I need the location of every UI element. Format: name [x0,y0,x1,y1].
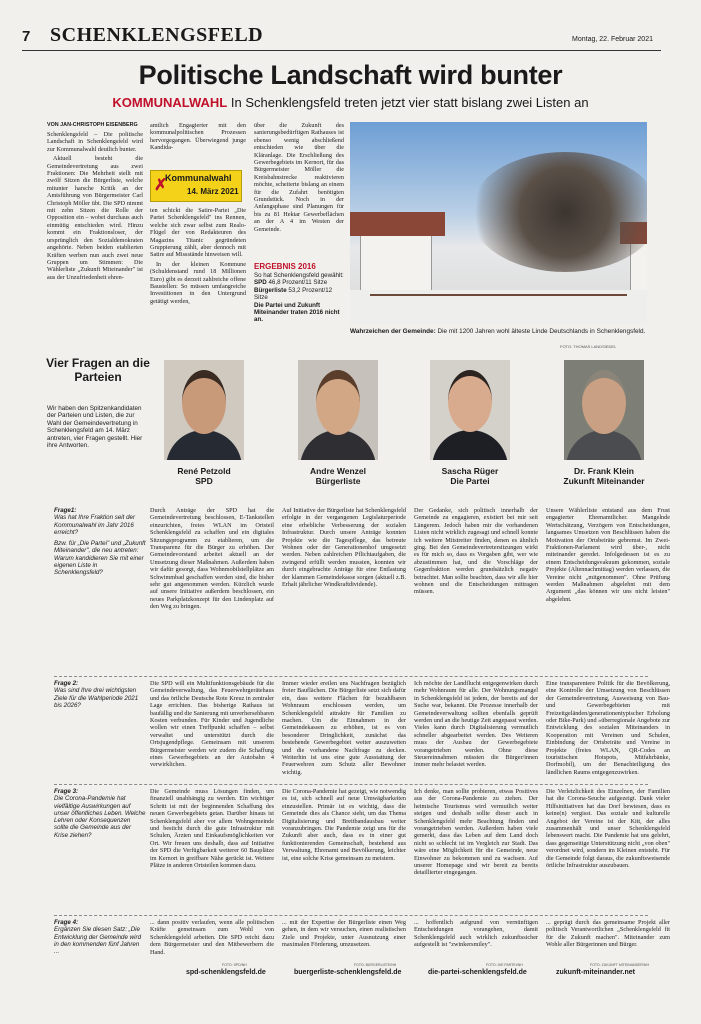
candidate-party: Bürgerliste [315,476,361,486]
portrait-head [316,370,360,435]
paragraph: Aktuell besteht die Gemeindevertretung aus zwei Fraktionen: Die Mehrheit stellt mit zwölf Sitzen die Bürgerliste, welche mitunter harsche Kritik an der Amtsführung von Bürgermeister Carl Christoph Möller übt. Die SPD nimmt mit zehn Sitzen die Rolle der Opposition ein – wobei durchaus auch einmütig entschieden wird. Hinzu kommt ein Fraktionsloser, der ursprünglich den Sozialdemokraten angehörte. Neben beiden etablierten Kräften werben nun auch zwei neue Gruppen um Stimmen: Die Wählerliste „Zukunft Miteinander" ist aus der Unzufriedenheit ehren- [47,155,143,281]
result-intro: So hat Schenklengsfeld gewählt: [254,272,344,279]
candidate-name: Dr. Frank Klein [574,466,634,476]
article-column-1 [47,131,143,283]
answer-4-4: ... geprägt durch das gemeinsame Projekt aller politisch Verantwortlichen „Schenklengsfeld fit für die Zukunft machen". Miteinander zum Wohle aller Bürgerinnen und Bürger. [546,919,670,949]
section-title: SCHENKLENGSFELD [50,24,264,46]
question-label: Frage1: [54,507,77,514]
portrait-rene-petzold [164,360,244,460]
photo-caption [350,328,647,336]
question-4 [54,919,146,955]
question-label: Frage 3: [54,788,79,795]
article-column-3 [254,122,344,235]
subheadline [0,95,701,110]
page-number: 7 [22,28,31,45]
answer-3-4: Die Verletzlichkeit des Einzelnen, der Familien hat die Corona-Seuche aufgezeigt. Dank vieler Hilfsinitiativen hat das Dorf bewiesen, dass es keine(n) vergisst. Das soziale und kulturelle Angebot der Vereine ist der Kitt, der alles zusammenhält und unser Schenklengsfeld lebenswert macht. Die Pandemie hat uns gelehrt, dass gegenseitige Unterstützung nicht „von oben" verordnet wird, sondern im Kleinen entsteht. Für die Gemeinde folgt daraus, die zukunftsweisende örtliche Infrastruktur auszubauen. [546,788,670,870]
answer-2-1: Die SPD will ein Multifunktionsgebäude für die Gemeindeverwaltung, das Feuerwehrgerätehaus und das örtliche Deutsche Rote Kreuz in zentraler Lage errichten. Das bisherige Rathaus ist baufällig und die Sanierung mit unverhersehbaren Kosten verbunden. Für Kinder und Jugendliche wollen wir einen Treffpunkt schaffen – selbst verwaltet und unterstützt durch die Ortsjugendpflege. Gemeinsam mit unserem Bürgermeister werden wir zudem die Schaffung eines Gewerbegebiets an der Autobahn 4 verwirklichen. [150,680,274,769]
result-party: SPD [254,279,267,287]
roof-shape [350,212,445,236]
result-title: ERGEBNIS 2016 [254,262,316,271]
paragraph: In der kleinen Kommune (Schuldenstand rund 18 Millionen Euro) gibt es derzeit zahlreiche offene Baustellen: So müssen umfangreiche Investitionen in den Untergrund getätigt werden, [150,260,246,305]
article-column-2-top [150,122,246,154]
portrait-sascha-rueger [430,360,510,460]
answer-4-3: ... hoffentlich aufgrund von vernünftigen Entscheidungen vorangehen, damit Schenklengsfeld auch wirklich zukunftssicher aufgestellt ist "zwinkersmiley". [414,919,538,949]
interview-box-title: Vier Fragen an die Parteien [46,356,150,384]
election-badge [150,170,242,202]
candidate-name: Sascha Rüger [441,466,499,476]
portrait-frank-klein [564,360,644,460]
photo-credit-4: FOTO: ZUKUNFT MITEINANDER/NH [590,963,649,967]
question-text-alt: Bzw. für „Die Partei" und „Zukunft Miteinander", die neu antreten: Warum kandidieren Sie mit einer eigenen Liste in Schenklengsfeld? [54,540,146,577]
candidate-url-3[interactable]: die-partei-schenklengsfeld.de [428,969,527,976]
answer-3-2: Die Corona-Pandemie hat gezeigt, wie notwendig es ist, sich schnell auf neue Umwägbarkeiten einzustellen. Primär ist es wichtig, dass die Gemeinde dies als Chance sieht, um das Thema Digitalisierung und Breitbandausbau weiter voranzubringen. Die Pandemie zeigt uns für die Zukunft aber auch, dass es in einer gut funktionierenden Gemeinschaft, bestehend aus Verwaltung, Ehrenamt und Bevölkerung, leichter ist, eine solche Krise gemeinsam zu meistern. [282,788,406,862]
question-text: Die Corona-Pandemie hat vielfältige Auswirkungen auf unser öffentliches Leben. Welche Lehren oder Konsequenzen sollte die Gemeinde aus der Krise ziehen? [54,795,146,839]
answer-4-2: ... mit der Expertise der Bürgerliste einen Weg gehen, in dem wir versuchen, einen realistischen Ziele und Projekte, unter Ausnutzung einer maximalen Förderung, umzusetzen. [282,919,406,949]
caption-text: Die mit 1200 Jahren wohl älteste Linde Deutschlands in Schenklengsfeld. [437,328,646,335]
portrait-head [182,370,226,434]
paragraph: amtlich Engagierter mit den kommunalpolitischen Prozessen hervorgegangen. Überwiegend junge Kandida- [150,122,246,152]
badge-date: 14. März 2021 [187,187,239,196]
divider [54,915,648,916]
divider [54,784,648,785]
candidate-url-2[interactable]: buergerliste-schenklengsfeld.de [294,969,402,976]
headline: Politische Landschaft wird bunter [138,60,563,90]
answer-2-2: Immer wieder ereilen uns Nachfragen bezüglich freier Bauflächen. Die Bürgerliste setzt sich dafür ein, dass weitere Flächen für bezahlbaren Wohnraum erschlossen werden, um Schenklengsfeld attraktiv für Familien zu machen. Um die Einnahmen in der Gemeindekassen zu erhöhen, ist es von besonderer Dringlichkeit, zunächst das bestehende Gewerbegebiet weiter auszuweiten und die vorhandene Nachfrage zu decken. Weiterhin ist uns eine gute Ausstattung der Feuerwehren zum Schutz aller Bewohner wichtig. [282,680,406,776]
candidate-name-2 [278,466,398,486]
candidate-url-1[interactable]: spd-schenklengsfeld.de [186,969,266,976]
photo-credit: FOTO: THOMAS LANDSIEDEL [560,344,617,349]
candidate-name-3 [410,466,530,486]
byline: VON JAN-CHRISTOPH EISENBERG [47,122,138,128]
fence-shape [370,294,627,296]
result-spd [254,279,344,286]
candidate-party: Zukunft Miteinander [563,476,645,486]
answer-4-1: ... dann positiv verlaufen, wenn alle politischen Kräfte gemeinsam zum Wohl von Schenklengsfeld arbeiten. Die SPD reicht dazu dem Bürgermeister und den Mitbewerbern die Hand. [150,919,274,956]
portrait-andre-wenzel [298,360,378,460]
paragraph: Schenklengsfeld – Die politische Landschaft in Schenklengsfeld wird zur Kommunalwahl deutlich bunter. [47,131,143,153]
answer-1-2: Auf Initiative der Bürgerliste hat Schenklengsfeld erfolgte in der vergangenen Legislaturperiode eine erhebliche Verbesserung der sozialen Infrastruktur. Durch unsere Anträge konnten Projekte wie die Tagespflege, das betreute Wohnen oder der Generationenhof umgesetzt werden. Neben zahlreichen Pflichtaufgaben, die zwingend erfüllt werden mussten, konnten wir durch eingebrachte Anträge für eine Entlastung der klammen Gemeindekasse sorgen (aktuell z.B. Erhalt jährlicher Windkraftdividende). [282,507,406,589]
candidate-url-4[interactable]: zukunft-miteinander.net [556,969,635,976]
answer-1-3: Der Gedanke, sich politisch innerhalb der Gemeinde zu engagieren, existiert bei mir seit Längerem. Jedoch haben mir die vorhandenen Listen nicht wirklich zugesagt und schnell konnte ich weitere Mitstreiter finden, denen es ähnlich ging. Bei den Gemeindevertretersitzungen wirkt es für mich so, dass es Vorgaben gibt, wer wie abzustimmen hat, und die Vorschläge der Gegenfraktion werden grundsätzlich negativ betrachtet. Man sollte beachten, dass wir alle hier wohnen und die Entscheidungen mittragen müssen. [414,507,538,596]
result-value: 46,8 Prozent/11 Sitze [268,279,328,287]
photo-credit-1: FOTO: SPD/NH [222,963,247,967]
paragraph: über die Zukunft des sanierungsbedürftigen Rathauses ist ebenso wenig abschließend entschieden wie über die Kläranlage. Die Erschließung des Gewerbegebiets im Kernort, für das Bürgermeister Möller die Kreisbahnstrecke reaktivieren möchte, scheiterte bislang an einem für die Zufahrt benötigten Grundstück. Noch in der Anfangsphase sind Planungen für bis zu 81 Hektar Gewerbeflächen an der A 4 im Westen der Gemeinde. [254,122,344,233]
photo-credit-2: FOTO: BÜRGERLISTE/NH [354,963,397,967]
issue-date: Montag, 22. Februar 2021 [572,36,653,43]
candidate-name: René Petzold [177,466,231,476]
interview-box-intro: Wir haben den Spitzenkandidaten der Parteien und Listen, die zur Wahl der Gemeindevertretung in Schenklengsfeld am 14. März antreten, vier Fragen gestellt. Hier ihre Antworten. [47,405,143,450]
photo-credit-3: FOTO: DIE PARTEI/NH [486,963,523,967]
question-label: Frage 2: [54,680,79,687]
linden-tree-shape [470,152,647,272]
answer-1-4: Unsere Wählerliste entstand aus dem Frust engagierter Ehrenamtlicher. Mangelnde Wertschätzung, Verzögern von Entscheidungen, langsames Umsetzen von Beschlüssen haben die Motivation der Ortsbeiräte gebremst. Im Zwei-Fraktionen-Parlament wird über-, nicht miteinander geredet. Infolgedessen ist es zu einem Entscheidungsvakuum gekommen, soziale Projekte (Altennachmittag) werden verlassen, die Vereine nicht „mitgenommen". Ohne Prüfung werden Maßnahmen abgelehnt mit dem Argument „das können wir uns nicht leisten" abgelehnt. [546,507,670,603]
question-label: Frage 4: [54,919,79,926]
caption-label: Wahrzeichen der Gemeinde: [350,328,436,335]
badge-title: Kommunalwahl [165,173,232,183]
question-text: Was hat Ihre Fraktion seit der Kommunalwahl im Jahr 2016 erreicht? [54,514,136,536]
result-note: Die Partei und Zukunft Miteinander traten 2016 nicht an. [254,301,340,324]
candidate-name: Andre Wenzel [309,466,367,476]
answer-3-1: Die Gemeinde muss Lösungen finden, um finanziell unabhängig zu werden. Ein wichtiger Schritt ist mit der beginnenden Schaffung des neuen Gewerbegebiets getan. Darüber hinaus ist Schenklengsfeld aber vor allem Wohngemeinde und besticht durch die gute Infrastruktur mit Schulen, Ärzten und Einkaufsmöglichkeiten vor Ort. Wir freuen uns deshalb, dass auf Initiative der SPD die Verfügbarkeit weiterer 60 Bauplätze im Kernort in greifbare Nähe gerückt ist. Weitere Plätze in anderen Ortsteilen kommen dazu. [150,788,274,870]
answer-2-4: Eine transparentere Politik für die Bevölkerung, eine Kontrolle der Umsetzung von Beschlüssen der Gemeindevertretung, Ausweisung von Bau- und Gewerbegebieten mit Freizeitgeländen/generationentypischer Erholung oder Bike-Park) und »überregionale Angebote zur Entwicklung des sozialen Miteinanders in Kooperation mit Vereinen und Schulen, Einbindung der Ortsbeiräte und Vereine in Projekte (freies WLAN, QR-Codes an touristischen Hotspots, Mitfahrbänke, Dorfmobil), um der Benachteiligung des ländlichen Raums entgegenzuwirken. [546,680,670,776]
candidate-name-4 [544,466,664,486]
answer-3-3: Ich denke, man sollte probieren, etwas Positives aus der Corona-Pandemie zu ziehen. Der heimische Tourismus wird vermutlich weiter steigen und deshalb sollte dieser auch in Schenklengsfeld mehr Beachtung finden und vorangetrieben werden. Außerdem haben viele gemerkt, dass das Leben auf dem Land doch nicht so schlecht ist im Vergleich zur Stadt. Das wäre eine Möglichkeit für die Gemeinde, neue Einwohner zu bekommen und zu wachsen. Auf unserer Homepage sind wir bereit zu bereits detaillierter eingegangen. [414,788,538,877]
question-text: Was sind Ihre drei wichtigsten Ziele für die Wahlperiode 2021 bis 2026? [54,687,139,709]
header-divider [22,50,661,51]
question-text: Ergänzen Sie diesen Satz: „Die Entwicklung der Gemeinde wird in den kommenden fünf Jahren ... [54,926,142,956]
subhead-text: In Schenklengsfeld treten jetzt vier statt bislang zwei Listen an [230,95,589,110]
candidate-name-1 [144,466,264,486]
portrait-head [448,370,492,432]
candidate-party: SPD [195,476,213,486]
house-shape [360,232,432,294]
candidate-party: Die Partei [450,476,490,486]
result-box [254,262,344,324]
portrait-head [582,370,626,434]
divider [54,676,648,677]
question-1 [54,507,146,577]
result-value: 53,2 Prozent/12 Sitze [254,286,333,302]
result-bl [254,287,344,302]
answer-1-1: Durch Anträge der SPD hat die Gemeindevertretung beschlossen, E-Tankstellen einzurichten, freies WLAN im Ortsteil Schenklengsfeld zu schaffen und ein digitales Sitzungsprogramm zu etablieren, um die Transparenz für die Bürger zu erhöhen. Der Gemeindevorstand arbeitet aktuell an der Umsetzung dieser Maßnahmen. Außerdem haben wir dafür gesorgt, dass Wohnmobilstellplätze am Schwimmbad geschaffen werden sind, die bisher sehr gut angenommen werden. Kürzlich wurde auf unsere Initiative außerdem beschlossen, ein neues Parkplatzkonzept für den Lindenplatz auf den Weg zu bringen. [150,507,274,611]
ballot-cross-icon: ✗ [154,177,168,194]
answer-2-3: Ich möchte der Landflucht entgegenwirken durch mehr Wohnraum für alle. Der Wohnungsmangel in Schenklengsfeld ist jedem, der bereits auf der Suche war, bekannt. Die Prozesse innerhalb der Gemeindeverwaltung sollten ebenfalls geprüft werden und an die heutige Zeit angepasst werden. Vieles kann durch Digitalisierung vermutlich schneller abgearbeitet werden. Des Weiteren muss der Ausbau der Gewerbegebiete vorangetrieben werden. Ohne diese Steuereinnahmen müssten die Bürger/innen immer mehr belastet werden. [414,680,538,769]
linden-tree-photo [350,122,647,324]
paragraph: ten schickt die Satire-Partei „Die Partei Schenklengsfeld" ins Rennen, welche sich zwar selbst zum Realo-Flügel der von Redakteuren des Magazins Titanic gegründeten Gruppierung zählt, aber dennoch mit Satire auf Missstände hinweisen will. [150,207,246,259]
result-party: Bürgerliste [254,286,287,294]
question-2 [54,680,146,709]
article-column-2-bottom [150,207,246,307]
question-3 [54,788,146,839]
kicker: KOMMUNALWAHL [112,95,228,110]
